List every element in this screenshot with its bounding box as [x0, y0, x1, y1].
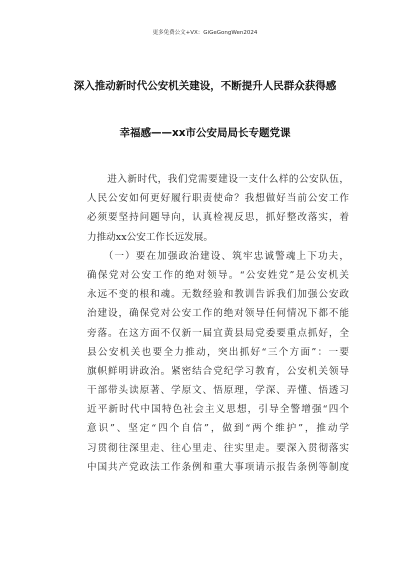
body-line: （一）要在加强政治建设、筑牢忠诚警魂上下功夫， — [87, 250, 349, 262]
body-line: 县公安机关也要全力推动，突出抓好“三个方面”：一要 — [87, 346, 349, 358]
body-line: 治建设，确保党对公安工作的绝对领导任何情况下都不能 — [87, 308, 349, 320]
body-line: 人民公安如何更好履行职责使命？我想做好当前公安工作 — [87, 193, 349, 205]
document-subtitle: 幸福感——xx市公安局局长专题党课 — [119, 127, 291, 139]
header-note: 更多免费公文+VX：GiGeGongWen2024 — [152, 30, 258, 36]
body-line: 确保党对公安工作的绝对领导。“公安姓党”是公安机关 — [87, 269, 349, 281]
body-line: 进入新时代，我们党需要建设一支什么样的公安队伍， — [87, 174, 349, 185]
document-title: 深入推动新时代公安机关建设，不断提升人民群众获得感 — [73, 80, 337, 92]
body-line: 永远不变的根和魂。无数经验和教训告诉我们加强公安政 — [87, 289, 349, 301]
body-line: 必须要坚持问题导向，认真检视反思，抓好整改落实，着 — [87, 212, 349, 224]
body-line: 习贯彻往深里走、往心里走、往实里走。要深入贯彻落实 — [87, 442, 349, 454]
body-line: 旗帜鲜明讲政治。紧密结合党纪学习教育，公安机关领导 — [87, 365, 349, 377]
body-text — [87, 170, 349, 477]
body-line: 意识”、坚定“四个自信”，做到“两个维护”，推动学 — [87, 423, 349, 435]
body-line: 旁落。在这方面不仅新一届宜黄县局党委要重点抓好，全 — [87, 327, 349, 339]
body-line: 中国共产党政法工作条例和重大事项请示报告条例等制度 — [87, 461, 349, 473]
body-line: 力推动xx公安工作长远发展。 — [87, 231, 213, 243]
body-line: 近平新时代中国特色社会主义思想，引导全警增强“四个 — [87, 404, 349, 416]
body-line: 干部带头读原著、学原文、悟原理，学深、弄懂、悟透习 — [87, 385, 349, 397]
